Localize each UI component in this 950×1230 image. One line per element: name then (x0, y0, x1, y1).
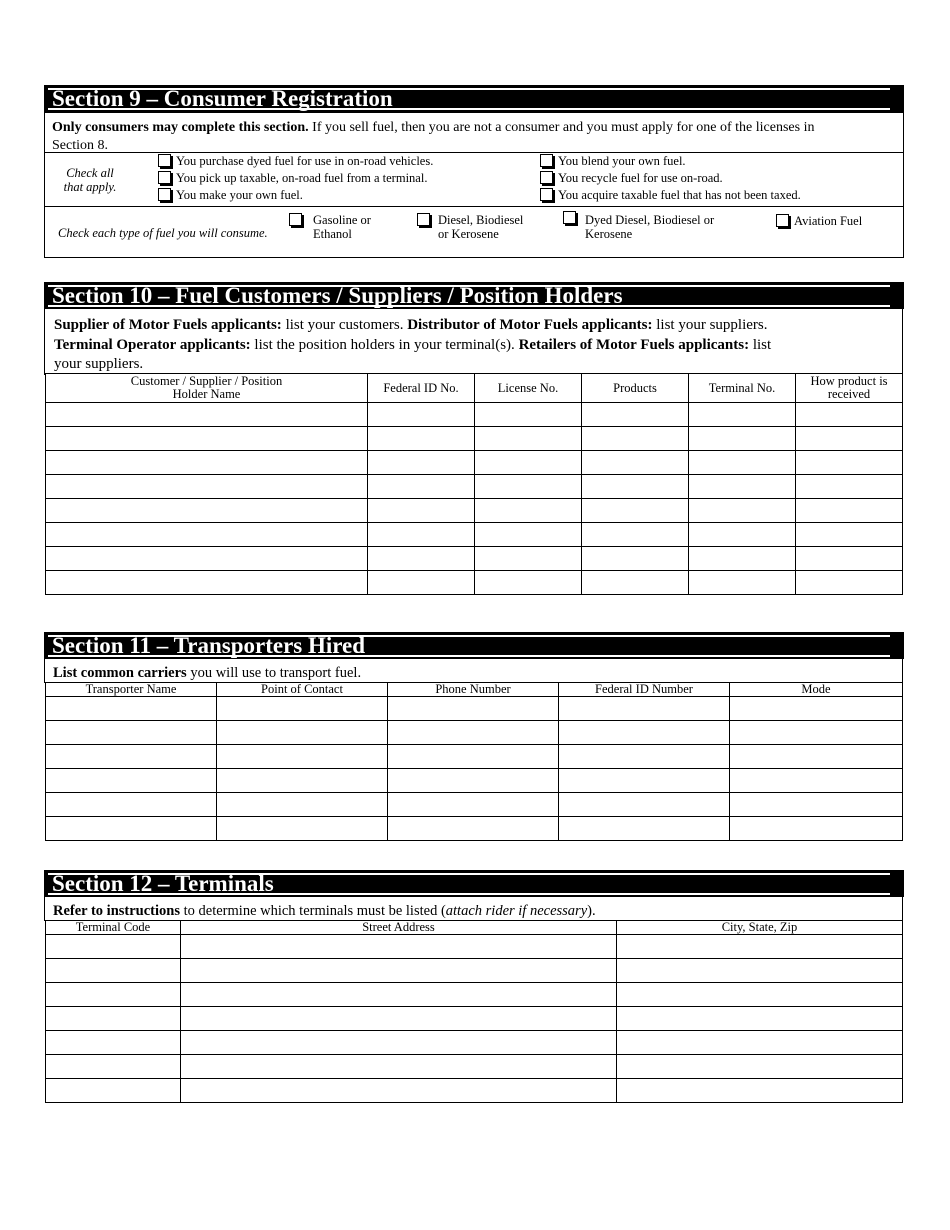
table-cell-input[interactable] (46, 451, 368, 475)
table-row (46, 403, 903, 427)
fuel-type-text: Diesel, Biodiesel or Kerosene (438, 213, 524, 241)
column-header: Transporter Name (46, 683, 217, 697)
table-cell-input[interactable] (796, 403, 903, 427)
column-header: Customer / Supplier / Position Holder Name (46, 374, 368, 403)
table-row (46, 793, 903, 817)
box-edge (44, 897, 45, 921)
table-cell-input[interactable] (46, 721, 217, 745)
table-cell-input[interactable] (368, 403, 475, 427)
option-label: You pick up taxable, on-road fuel from a terminal. (176, 171, 428, 185)
table-cell-input[interactable] (582, 427, 689, 451)
section11-table (45, 682, 903, 841)
table-cell-input[interactable] (46, 403, 368, 427)
table-cell-input[interactable] (730, 769, 903, 793)
box-edge (44, 659, 45, 683)
option-label: You recycle fuel for use on-road. (558, 171, 723, 185)
fuel-type-text: Aviation Fuel (794, 214, 863, 228)
table-cell-input[interactable] (559, 793, 730, 817)
consumer-option[interactable] (540, 188, 801, 202)
table-row (46, 499, 903, 523)
column-header: Phone Number (388, 683, 559, 697)
table-cell-input[interactable] (46, 499, 368, 523)
table-cell-input[interactable] (617, 1007, 903, 1031)
table-cell-input[interactable] (46, 983, 181, 1007)
table-cell-input[interactable] (617, 935, 903, 959)
table-row (46, 523, 903, 547)
checkbox[interactable] (540, 154, 553, 167)
table-cell-input[interactable] (582, 403, 689, 427)
table-cell-input[interactable] (582, 475, 689, 499)
table-cell-input[interactable] (475, 427, 582, 451)
consumer-option[interactable] (540, 171, 723, 185)
header-rule (48, 655, 890, 657)
table-cell-input[interactable] (217, 769, 388, 793)
consumer-option[interactable] (540, 154, 686, 168)
consumer-option[interactable] (158, 171, 427, 185)
fuel-type-option[interactable] (417, 213, 524, 241)
section9-intro-line2: Section 8. (52, 138, 108, 153)
checkbox[interactable] (417, 213, 430, 226)
section9-header (44, 85, 904, 112)
table-row (46, 817, 903, 841)
table-cell-input[interactable] (181, 1031, 617, 1055)
section9-title: Section 9 – Consumer Registration (52, 86, 393, 111)
table-cell-input[interactable] (181, 935, 617, 959)
table-cell-input[interactable] (46, 1055, 181, 1079)
table-cell-input[interactable] (730, 697, 903, 721)
section11-header (44, 632, 904, 659)
table-row (46, 935, 903, 959)
table-cell-input[interactable] (617, 959, 903, 983)
column-header: Federal ID Number (559, 683, 730, 697)
table-cell-input[interactable] (388, 697, 559, 721)
section10-instructions: Supplier of Motor Fuels applicants: list your customers. Distributor of Motor Fuels applicants: list your suppliers. Terminal Operator applicants: list the position holders in your terminal(s). Retailers of Motor Fuels applicants: list your suppliers. (54, 317, 772, 372)
table-cell-input[interactable] (582, 523, 689, 547)
box-edge (902, 897, 903, 921)
consumer-option[interactable] (158, 188, 303, 202)
check-all-label: Check all that apply. (63, 166, 117, 194)
table-cell-input[interactable] (368, 427, 475, 451)
table-row (46, 1031, 903, 1055)
fuel-type-text: Dyed Diesel, Biodiesel or Kerosene (585, 213, 715, 241)
table-cell-input[interactable] (582, 547, 689, 571)
table-row (46, 1055, 903, 1079)
header-rule (48, 893, 890, 895)
table-row (46, 451, 903, 475)
table-cell-input[interactable] (617, 1031, 903, 1055)
checkbox[interactable] (540, 171, 553, 184)
table-cell-input[interactable] (796, 475, 903, 499)
table-cell-input[interactable] (559, 721, 730, 745)
checkbox[interactable] (776, 214, 789, 227)
table-cell-input[interactable] (46, 793, 217, 817)
table-cell-input[interactable] (559, 817, 730, 841)
table-cell-input[interactable] (217, 745, 388, 769)
table-cell-input[interactable] (46, 697, 217, 721)
table-cell-input[interactable] (46, 427, 368, 451)
section12-title: Section 12 – Terminals (52, 871, 274, 896)
table-cell-input[interactable] (796, 547, 903, 571)
table-cell-input[interactable] (46, 1079, 181, 1103)
table-cell-input[interactable] (559, 769, 730, 793)
table-cell-input[interactable] (46, 475, 368, 499)
table-cell-input[interactable] (689, 427, 796, 451)
column-header: Federal ID No. (368, 374, 475, 403)
table-cell-input[interactable] (217, 817, 388, 841)
column-header: Point of Contact (217, 683, 388, 697)
table-cell-input[interactable] (368, 523, 475, 547)
table-cell-input[interactable] (475, 571, 582, 595)
table-cell-input[interactable] (796, 499, 903, 523)
table-cell-input[interactable] (475, 475, 582, 499)
table-cell-input[interactable] (582, 451, 689, 475)
checkbox[interactable] (158, 171, 171, 184)
box-edge (902, 659, 903, 683)
checkbox[interactable] (158, 188, 171, 201)
table-cell-input[interactable] (46, 817, 217, 841)
fuel-type-option[interactable] (776, 214, 862, 228)
divider (44, 206, 904, 207)
option-label: You acquire taxable fuel that has not been taxed. (558, 188, 801, 202)
table-cell-input[interactable] (46, 745, 217, 769)
header-rule (48, 305, 890, 307)
table-cell-input[interactable] (368, 571, 475, 595)
column-header: Terminal Code (46, 921, 181, 935)
column-header: Terminal No. (689, 374, 796, 403)
column-header: City, State, Zip (617, 921, 903, 935)
table-cell-input[interactable] (582, 499, 689, 523)
checkbox[interactable] (540, 188, 553, 201)
table-cell-input[interactable] (689, 475, 796, 499)
table-row (46, 983, 903, 1007)
table-cell-input[interactable] (689, 499, 796, 523)
table-cell-input[interactable] (368, 547, 475, 571)
table-cell-input[interactable] (181, 1007, 617, 1031)
column-header: Products (582, 374, 689, 403)
table-cell-input[interactable] (388, 769, 559, 793)
table-cell-input[interactable] (46, 1007, 181, 1031)
table-cell-input[interactable] (796, 427, 903, 451)
table-cell-input[interactable] (475, 499, 582, 523)
section11-title: Section 11 – Transporters Hired (52, 633, 366, 658)
section10-title: Section 10 – Fuel Customers / Suppliers / Position Holders (52, 283, 623, 308)
table-row (46, 571, 903, 595)
table-cell-input[interactable] (730, 817, 903, 841)
table-row (46, 427, 903, 451)
column-header: Mode (730, 683, 903, 697)
fuel-type-label: Check each type of fuel you will consume. (58, 226, 268, 240)
table-cell-input[interactable] (368, 499, 475, 523)
option-label: You blend your own fuel. (558, 154, 686, 168)
table-cell-input[interactable] (46, 571, 368, 595)
table-cell-input[interactable] (181, 983, 617, 1007)
consumer-option[interactable] (158, 154, 433, 168)
table-cell-input[interactable] (368, 475, 475, 499)
table-cell-input[interactable] (796, 451, 903, 475)
checkbox[interactable] (158, 154, 171, 167)
section12-header (44, 870, 904, 897)
table-row (46, 1079, 903, 1103)
table-row (46, 745, 903, 769)
table-cell-input[interactable] (388, 745, 559, 769)
table-cell-input[interactable] (181, 1079, 617, 1103)
table-cell-input[interactable] (475, 451, 582, 475)
section12-table (45, 920, 903, 1103)
table-cell-input[interactable] (796, 523, 903, 547)
table-cell-input[interactable] (689, 571, 796, 595)
table-cell-input[interactable] (46, 935, 181, 959)
table-cell-input[interactable] (617, 1055, 903, 1079)
option-label: You make your own fuel. (176, 188, 303, 202)
table-cell-input[interactable] (617, 983, 903, 1007)
table-cell-input[interactable] (46, 547, 368, 571)
table-cell-input[interactable] (796, 571, 903, 595)
checkbox[interactable] (563, 211, 576, 224)
table-cell-input[interactable] (46, 959, 181, 983)
table-row (46, 1007, 903, 1031)
table-cell-input[interactable] (46, 1031, 181, 1055)
section12-intro: Refer to instructions to determine which terminals must be listed (attach rider if necessary). (53, 903, 596, 919)
table-cell-input[interactable] (730, 745, 903, 769)
divider (44, 152, 904, 153)
table-cell-input[interactable] (689, 403, 796, 427)
column-header: License No. (475, 374, 582, 403)
header-rule (48, 108, 890, 110)
fuel-type-text: Gasoline or Ethanol (313, 213, 371, 241)
table-cell-input[interactable] (689, 547, 796, 571)
box-edge (44, 309, 45, 375)
table-cell-input[interactable] (388, 793, 559, 817)
table-cell-input[interactable] (46, 523, 368, 547)
table-cell-input[interactable] (388, 721, 559, 745)
table-cell-input[interactable] (217, 721, 388, 745)
checkbox[interactable] (289, 213, 302, 226)
section10-table (45, 373, 903, 595)
table-cell-input[interactable] (388, 817, 559, 841)
table-cell-input[interactable] (181, 1055, 617, 1079)
table-cell-input[interactable] (617, 1079, 903, 1103)
table-row (46, 721, 903, 745)
fuel-type-option[interactable] (289, 213, 371, 241)
section11-intro: List common carriers you will use to transport fuel. (53, 665, 362, 681)
table-cell-input[interactable] (559, 745, 730, 769)
table-cell-input[interactable] (730, 793, 903, 817)
section9-intro-bold: Only consumers may complete this section. (52, 120, 309, 135)
table-row (46, 547, 903, 571)
table-cell-input[interactable] (730, 721, 903, 745)
table-cell-input[interactable] (582, 571, 689, 595)
table-cell-input[interactable] (475, 403, 582, 427)
table-row (46, 959, 903, 983)
table-row (46, 697, 903, 721)
table-cell-input[interactable] (181, 959, 617, 983)
section10-header (44, 282, 904, 309)
option-label: You purchase dyed fuel for use in on-road vehicles. (176, 154, 434, 168)
fuel-type-option[interactable] (563, 211, 715, 241)
table-cell-input[interactable] (559, 697, 730, 721)
section9-intro-text: If you sell fuel, then you are not a consumer and you must apply for one of the licenses in (308, 120, 815, 135)
table-cell-input[interactable] (46, 769, 217, 793)
table-cell-input[interactable] (689, 451, 796, 475)
table-row (46, 769, 903, 793)
section9-intro (52, 119, 902, 136)
box-edge (902, 309, 903, 375)
column-header: Street Address (181, 921, 617, 935)
table-cell-input[interactable] (368, 451, 475, 475)
table-cell-input[interactable] (475, 523, 582, 547)
table-cell-input[interactable] (475, 547, 582, 571)
table-cell-input[interactable] (217, 793, 388, 817)
table-cell-input[interactable] (217, 697, 388, 721)
table-cell-input[interactable] (689, 523, 796, 547)
table-row (46, 475, 903, 499)
column-header: How product is received (796, 374, 903, 403)
